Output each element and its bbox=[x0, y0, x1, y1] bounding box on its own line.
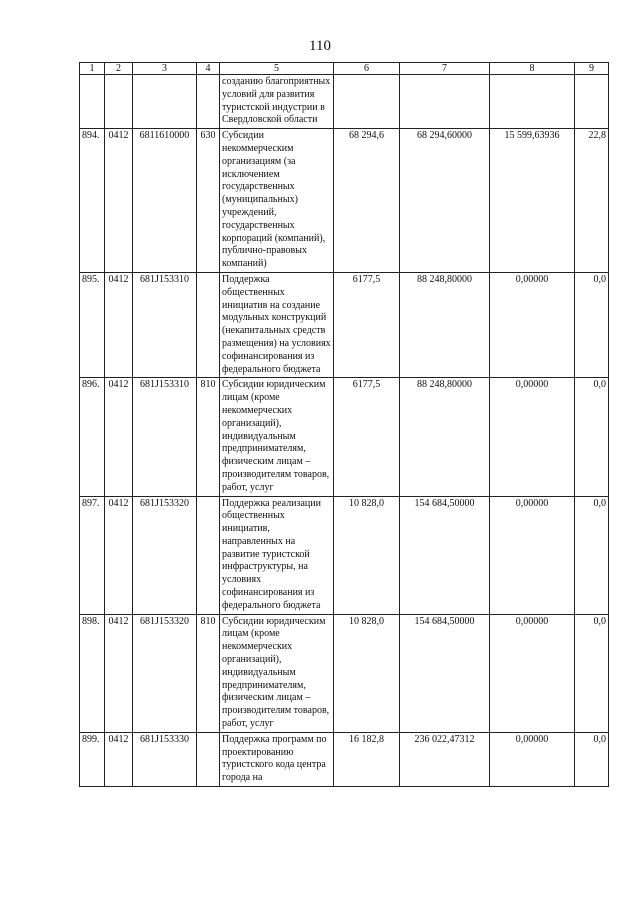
item-name: созданию благоприятных условий для развития туристской индустрии в Свердловской области bbox=[220, 75, 334, 129]
value-col-8: 0,00000 bbox=[490, 378, 575, 496]
value-col-6: 6177,5 bbox=[334, 378, 400, 496]
value-col-8 bbox=[490, 75, 575, 129]
expense-type-code bbox=[197, 272, 220, 377]
section-code: 0412 bbox=[105, 496, 133, 614]
col-header-5: 5 bbox=[220, 63, 334, 75]
value-col-7: 68 294,60000 bbox=[400, 129, 490, 273]
table-row bbox=[80, 614, 609, 732]
value-col-7: 88 248,80000 bbox=[400, 378, 490, 496]
item-name: Поддержка программ по проектированию туристского кода центра города на bbox=[220, 732, 334, 786]
value-col-8: 0,00000 bbox=[490, 496, 575, 614]
expense-type-code bbox=[197, 732, 220, 786]
expense-type-code bbox=[197, 496, 220, 614]
table-row bbox=[80, 129, 609, 273]
target-code bbox=[133, 75, 197, 129]
expense-type-code bbox=[197, 75, 220, 129]
target-code: 681J153310 bbox=[133, 378, 197, 496]
item-name: Субсидии некоммерческим организациям (за исключением государственных (муниципальных) учреждений, государственных корпораций (компаний), публично-правовых компаний) bbox=[220, 129, 334, 273]
value-col-8: 0,00000 bbox=[490, 614, 575, 732]
row-number: 898. bbox=[80, 614, 105, 732]
value-col-9: 0,0 bbox=[575, 614, 609, 732]
section-code: 0412 bbox=[105, 272, 133, 377]
table-row bbox=[80, 378, 609, 496]
row-number: 897. bbox=[80, 496, 105, 614]
value-col-8: 0,00000 bbox=[490, 272, 575, 377]
page-number: 110 bbox=[309, 38, 331, 54]
value-col-6 bbox=[334, 75, 400, 129]
section-code: 0412 bbox=[105, 378, 133, 496]
budget-table bbox=[79, 62, 609, 787]
target-code: 681J153320 bbox=[133, 614, 197, 732]
col-header-1: 1 bbox=[80, 63, 105, 75]
table-row bbox=[80, 75, 609, 129]
item-name: Субсидии юридическим лицам (кроме некоммерческих организаций), индивидуальным предпринимателям, физическим лицам – производителям товаров, работ, услуг bbox=[220, 614, 334, 732]
expense-type-code: 630 bbox=[197, 129, 220, 273]
col-header-4: 4 bbox=[197, 63, 220, 75]
value-col-9 bbox=[575, 75, 609, 129]
value-col-9: 0,0 bbox=[575, 496, 609, 614]
section-code: 0412 bbox=[105, 732, 133, 786]
value-col-8: 15 599,63936 bbox=[490, 129, 575, 273]
col-header-7: 7 bbox=[400, 63, 490, 75]
section-code: 0412 bbox=[105, 614, 133, 732]
target-code: 681J153320 bbox=[133, 496, 197, 614]
target-code: 681J153330 bbox=[133, 732, 197, 786]
col-header-3: 3 bbox=[133, 63, 197, 75]
target-code: 681J153310 bbox=[133, 272, 197, 377]
expense-type-code: 810 bbox=[197, 378, 220, 496]
row-number: 899. bbox=[80, 732, 105, 786]
item-name: Поддержка реализации общественных инициатив, направленных на развитие туристской инфраструктуры, на условиях софинансирования из федерального бюджета bbox=[220, 496, 334, 614]
value-col-6: 10 828,0 bbox=[334, 614, 400, 732]
value-col-9: 0,0 bbox=[575, 272, 609, 377]
expense-type-code: 810 bbox=[197, 614, 220, 732]
section-code: 0412 bbox=[105, 129, 133, 273]
value-col-6: 68 294,6 bbox=[334, 129, 400, 273]
item-name: Субсидии юридическим лицам (кроме некоммерческих организаций), индивидуальным предпринимателям, физическим лицам – производителям товаров, работ, услуг bbox=[220, 378, 334, 496]
value-col-6: 10 828,0 bbox=[334, 496, 400, 614]
table-row bbox=[80, 496, 609, 614]
row-number: 896. bbox=[80, 378, 105, 496]
row-number: 894. bbox=[80, 129, 105, 273]
table-row bbox=[80, 732, 609, 786]
table-row bbox=[80, 272, 609, 377]
value-col-7: 154 684,50000 bbox=[400, 614, 490, 732]
header-row bbox=[80, 63, 609, 75]
row-number: 895. bbox=[80, 272, 105, 377]
col-header-9: 9 bbox=[575, 63, 609, 75]
col-header-8: 8 bbox=[490, 63, 575, 75]
value-col-7 bbox=[400, 75, 490, 129]
row-number bbox=[80, 75, 105, 129]
value-col-9: 0,0 bbox=[575, 378, 609, 496]
value-col-7: 88 248,80000 bbox=[400, 272, 490, 377]
value-col-6: 16 182,8 bbox=[334, 732, 400, 786]
col-header-2: 2 bbox=[105, 63, 133, 75]
item-name: Поддержка общественных инициатив на создание модульных конструкций (некапитальных средств размещения) на условиях софинансирования из федерального бюджета bbox=[220, 272, 334, 377]
value-col-6: 6177,5 bbox=[334, 272, 400, 377]
value-col-9: 22,8 bbox=[575, 129, 609, 273]
value-col-7: 154 684,50000 bbox=[400, 496, 490, 614]
target-code: 6811610000 bbox=[133, 129, 197, 273]
col-header-6: 6 bbox=[334, 63, 400, 75]
value-col-7: 236 022,47312 bbox=[400, 732, 490, 786]
value-col-9: 0,0 bbox=[575, 732, 609, 786]
value-col-8: 0,00000 bbox=[490, 732, 575, 786]
section-code bbox=[105, 75, 133, 129]
